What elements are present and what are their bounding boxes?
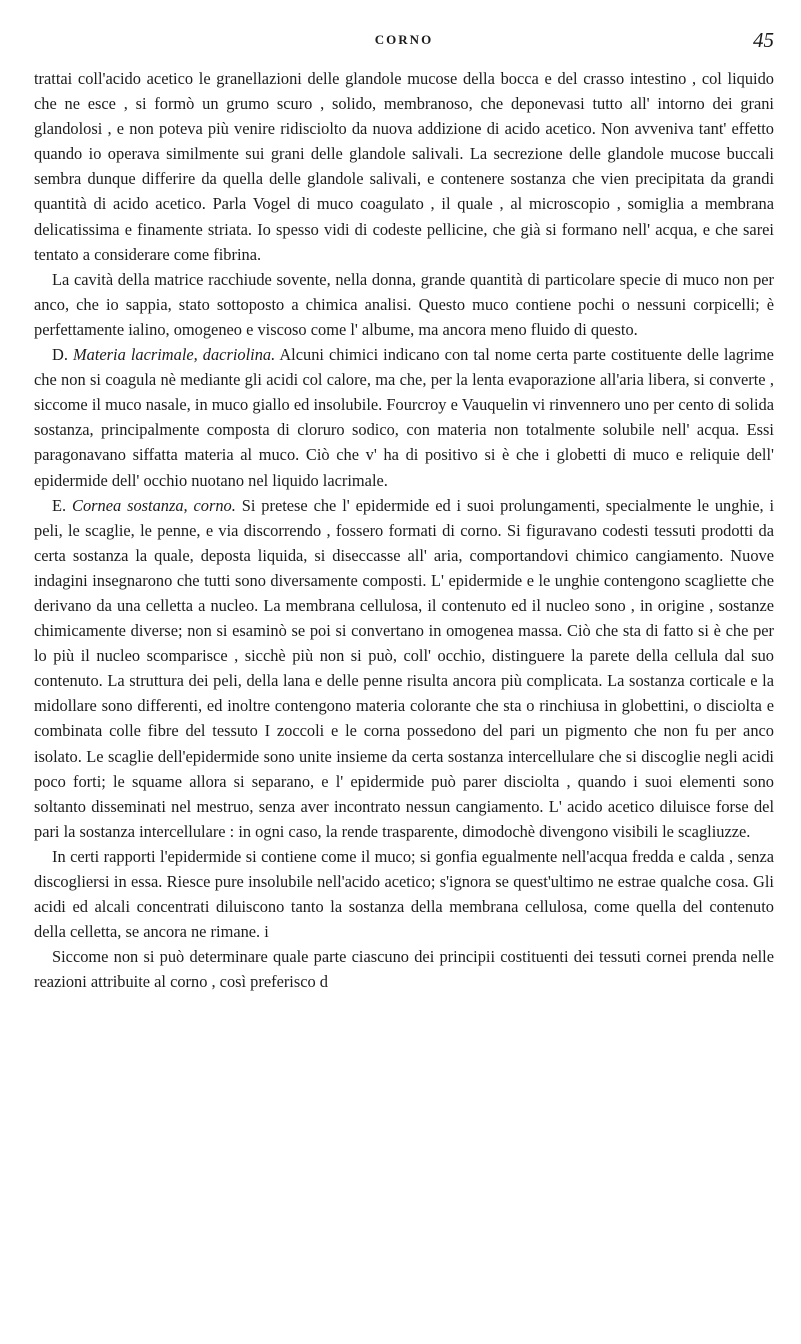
paragraph-text: La cavità della matrice racchiude sovente, nella donna, grande quantità di particolare specie di muco non per anco, che io sappia, stato sottoposto a chimica analisi. Questo muco contiene pochi o nessuni corpicelli; è perfettamente ialino, omogeneo e viscoso come l' albume, ma ancora meno fluido di questo.	[34, 269, 774, 339]
paragraph	[34, 66, 774, 267]
page-number: 45	[753, 28, 774, 52]
paragraph	[34, 844, 774, 944]
section-title: Materia lacrimale, dacriolina.	[72, 345, 276, 365]
paragraph-text: Siccome non si può determinare quale parte ciascuno dei principii costituenti dei tessuti cornei prenda nelle reazioni attribuite al corno , così preferisco d	[34, 947, 774, 992]
paragraph-text: Si pretese che l' epidermide ed i suoi prolungamenti, specialmente le unghie, i peli, le scaglie, le penne, e via discorrendo , fossero formati di corno. Si figuravano codesti tessuti prodotti da certa sostanza la quale, deposta liquida, si diseccasse all' aria, comportandovi chimico cangiamento. Nuove indagini insegnarono che tutti sono diversamente composti. L' epidermide e le unghie contengono scagliette che derivano da una celletta a nucleo. La membrana cellulosa, il contenuto ed il nucleo sono , in origine , sostanze chimicamente diverse; non si esaminò se poi si convertano in omogenea massa. Ciò che sta di fatto si è che per lo più il nucleo scomparisce , sicchè più non si può, coll' occhio, distinguere la parete della cellula dal suo contenuto. La struttura dei peli, della lana e delle penne risulta ancora più complicata. La sostanza corticale e la midollare sono differenti, ed inoltre contengono materia colorante che sta o rinchiusa in globettini, o disciolta e combinata colle fibre del tessuto I zoccoli e le corna possedono del pari un pigmento che non fu per anco isolato. Le scaglie dell'epidermide sono unite insieme da certa sostanza intercellulare che si discoglie negli acidi poco forti; le squame allora si separano, e l' epidermide può parer disciolta , quando i suoi elementi sono soltanto disseminati nel mestruo, senza aver incontrato nessun cangiamento. L' acido acetico diluisce forse del pari la sostanza intercellulare : in ogni caso, la rende trasparente, dimodochè divengono visibili le scagliuzze.	[34, 495, 775, 841]
page-header	[34, 28, 774, 54]
paragraph	[34, 267, 774, 342]
running-head: CORNO	[374, 32, 434, 47]
section-title: Cornea sostanza, corno.	[72, 495, 236, 515]
section-letter: D.	[52, 345, 68, 365]
paragraph-section-d	[34, 342, 774, 493]
paragraph-text: Alcuni chimici indicano con tal nome certa parte costituente delle lagrime che non si coagula nè mediante gli acidi col calore, ma che, per la lenta evaporazione all'aria libera, si converte , siccome il muco nasale, in muco giallo ed insolubile. Fourcroy e Vauquelin vi rinvennero uno per cento di solida sostanza, principalmente composta di cloruro sodico, con materia non totalmente solubile nell' acqua. Essi paragonavano siffatta materia al muco. Ciò che v' ha di positivo si è che i globetti di muco e reliquie dell' epidermide dell' occhio nuotano nel liquido lacrimale.	[34, 345, 774, 490]
paragraph-text: trattai coll'acido acetico le granellazioni delle glandole mucose della bocca e del crasso intestino , col liquido che ne esce , si formò un grumo scuro , solido, membranoso, che deponevasi tutto all' intorno dei grani glandolosi , e non poteva più venire ridisciolto da nuova addizione di acido acetico. Non avveniva tant' effetto quando io operava similmente sui grani delle glandole salivali. La secrezione delle glandole mucose buccali sembra dunque differire da quella delle glandole salivali, e contenere sostanza che vien precipitata da grandi quantità di acido acetico. Parla Vogel di muco coagulato , il quale , al microscopio , somiglia a membrana delicatissima e finamente striata. Io spesso vidi di codeste pellicine, che già si formano nell' acqua, e che sarei tentato a considerare come fibrina.	[34, 69, 774, 264]
section-letter: E.	[52, 495, 67, 515]
paragraph	[34, 944, 774, 994]
paragraph-section-e	[34, 493, 774, 844]
paragraph-text: In certi rapporti l'epidermide si contiene come il muco; si gonfia egualmente nell'acqua fredda e calda , senza discogliersi in essa. Riesce pure insolubile nell'acido acetico; s'ignora se quest'ultimo ne estrae qualche cosa. Gli acidi ed alcali concentrati diluiscono tanto la sostanza della membrana cellulosa, come quella del contenuto della celletta, se ancora ne rimane. i	[34, 846, 774, 942]
body-text	[34, 66, 774, 994]
